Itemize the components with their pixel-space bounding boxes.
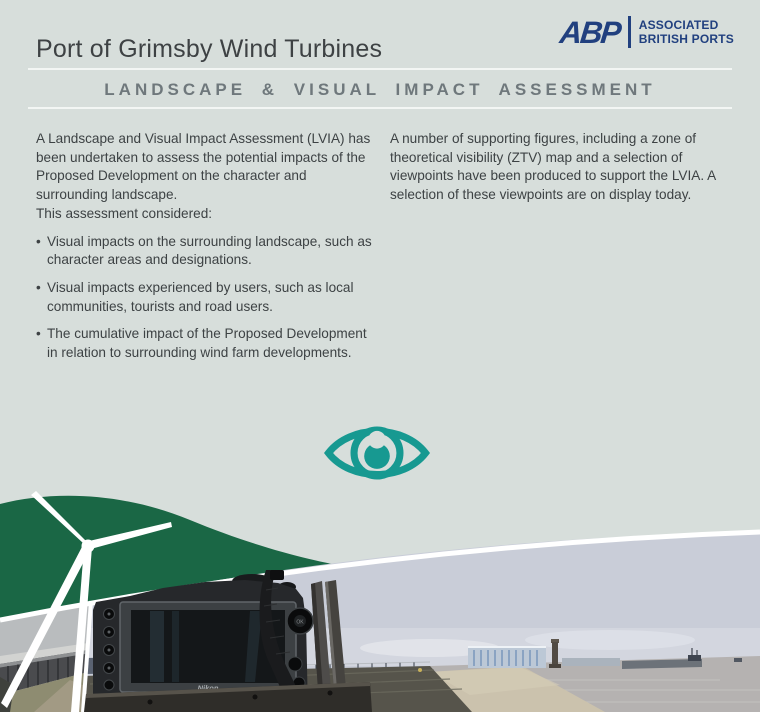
bullet-marker: • (36, 326, 41, 342)
bullet-text: The cumulative impact of the Proposed Development in relation to surrounding wind farm developments. (47, 326, 367, 361)
bullet-text: Visual impacts on the surrounding landscape, such as character areas and designations. (47, 233, 372, 268)
bullet-marker: • (36, 279, 41, 295)
lvia-intro-paragraph: A Landscape and Visual Impact Assessment (LVIA) has been undertaken to assess the potential impacts of the Proposed Development on the character and surrounding landscape. (36, 131, 371, 203)
right-column (390, 130, 724, 372)
logo-divider (628, 16, 631, 48)
lvia-lead-in: This assessment considered: (36, 205, 213, 221)
divider-line-bottom (28, 107, 732, 109)
eye-icon (324, 418, 430, 488)
abp-logo-name (639, 18, 734, 46)
bullet-item (36, 279, 380, 316)
abp-logo-mark: ABP (558, 14, 622, 50)
bullet-marker: • (36, 233, 41, 249)
body-columns (36, 130, 724, 372)
page-title: Port of Grimsby Wind Turbines (36, 34, 383, 63)
divider-line-top (28, 68, 732, 70)
assessment-bullet-list (36, 233, 380, 363)
left-column (36, 130, 380, 372)
camera-ok-button-label: OK (296, 619, 304, 626)
bullet-item (36, 233, 380, 270)
bullet-item (36, 325, 380, 362)
abp-logo-name-line2: BRITISH PORTS (638, 32, 734, 46)
section-heading: LANDSCAPE & VISUAL IMPACT ASSESSMENT (104, 80, 656, 99)
abp-logo (560, 16, 734, 48)
abp-logo-name-line1: ASSOCIATED (638, 18, 719, 32)
bullet-text: Visual impacts experienced by users, such as local communities, tourists and road users. (47, 279, 354, 314)
camera-brand-label: Nikon (197, 683, 219, 693)
supporting-figures-paragraph: A number of supporting figures, including a zone of theoretical visibility (ZTV) map and a selection of viewpoints have been produced to support the LVIA. A selection of these viewpoints are on display today. (390, 131, 716, 203)
bottom-artwork (0, 480, 760, 712)
